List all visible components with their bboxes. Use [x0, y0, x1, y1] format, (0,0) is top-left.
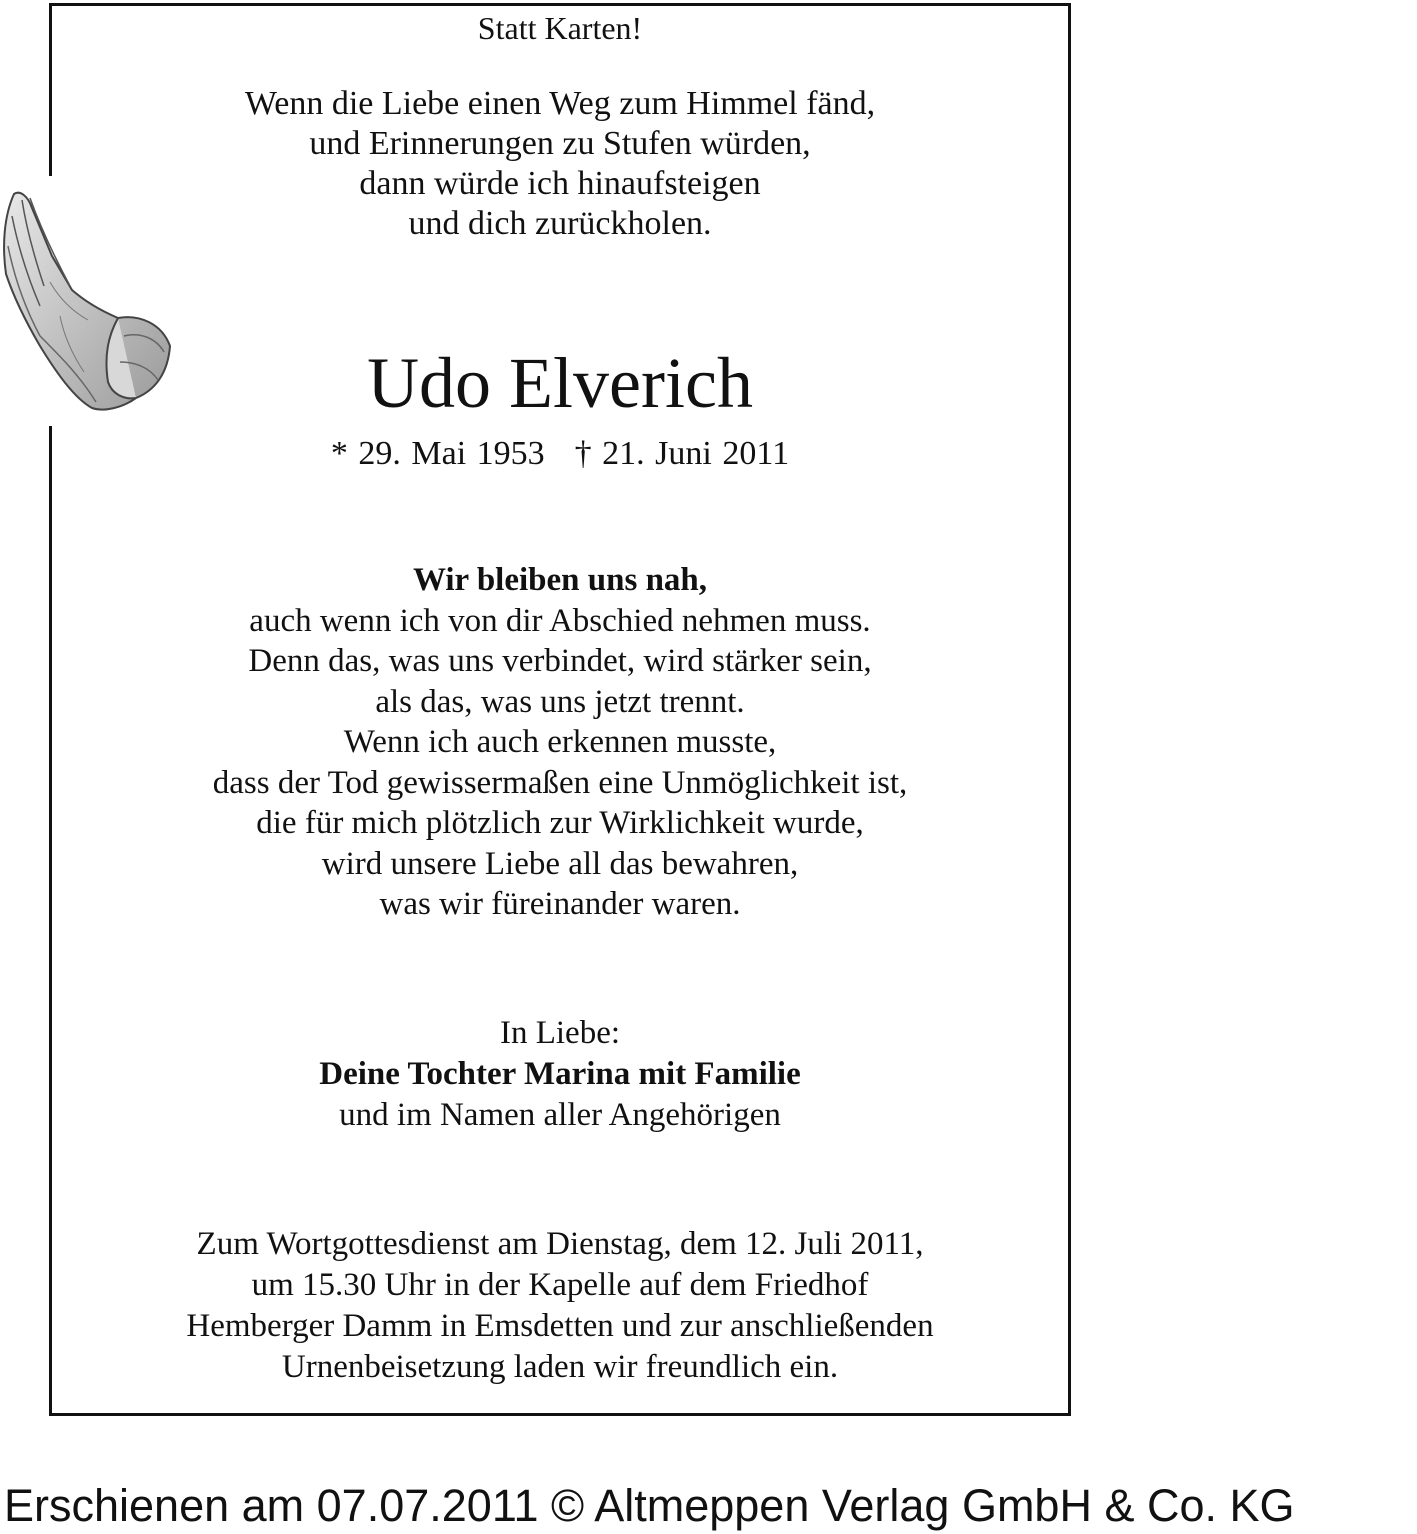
main-poem-line: Wenn ich auch erkennen musste, — [343, 724, 777, 760]
main-poem-line: was wir füreinander waren. — [379, 886, 741, 922]
mourners-names: Deine Tochter Marina mit Familie — [319, 1056, 801, 1092]
service-line: Hemberger Damm in Emsdetten und zur anschließenden — [186, 1308, 934, 1344]
main-poem-line: dass der Tod gewissermaßen eine Unmöglichkeit ist, — [212, 764, 908, 801]
service-info — [52, 1224, 1068, 1388]
publication-footer: Erschienen am 07.07.2011 © Altmeppen Verlag GmbH & Co. KG — [4, 1480, 1295, 1531]
main-poem-line: als das, was uns jetzt trennt. — [375, 683, 745, 720]
mourners-block — [52, 1013, 1068, 1136]
life-dates — [52, 434, 1068, 474]
birth-date: * 29. Mai 1953 — [330, 435, 545, 472]
deceased-name: Udo Elverich — [367, 343, 753, 423]
intro-poem-line: und dich zurückholen. — [408, 205, 712, 242]
intro-poem-line: und Erinnerungen zu Stufen würden, — [309, 125, 811, 162]
mourners-intro: In Liebe: — [499, 1015, 621, 1051]
service-line: Urnenbeisetzung laden wir freundlich ein. — [281, 1349, 839, 1385]
intro-poem-line: Wenn die Liebe einen Weg zum Himmel fänd, — [244, 85, 876, 122]
intro-poem — [52, 84, 1068, 244]
statt-karten-header — [52, 8, 1068, 48]
main-poem-line: auch wenn ich von dir Abschied nehmen muss. — [249, 602, 871, 639]
main-poem-line: Denn das, was uns verbindet, wird stärker sein, — [248, 643, 872, 679]
intro-poem-line: dann würde ich hinaufsteigen — [359, 165, 761, 202]
main-poem-heading: Wir bleiben uns nah, — [412, 562, 708, 598]
statt-karten-text: Statt Karten! — [477, 10, 643, 46]
main-poem-line: wird unsere Liebe all das bewahren, — [321, 845, 799, 882]
death-date: † 21. Juni 2011 — [574, 435, 790, 472]
deceased-name-block — [52, 340, 1068, 426]
mourners-others: und im Namen aller Angehörigen — [339, 1097, 781, 1133]
main-poem — [52, 560, 1068, 925]
main-poem-line: die für mich plötzlich zur Wirklichkeit wurde, — [256, 805, 864, 841]
service-line: Zum Wortgottesdienst am Dienstag, dem 12. Juli 2011, — [196, 1226, 924, 1262]
service-line: um 15.30 Uhr in der Kapelle auf dem Friedhof — [251, 1267, 869, 1303]
